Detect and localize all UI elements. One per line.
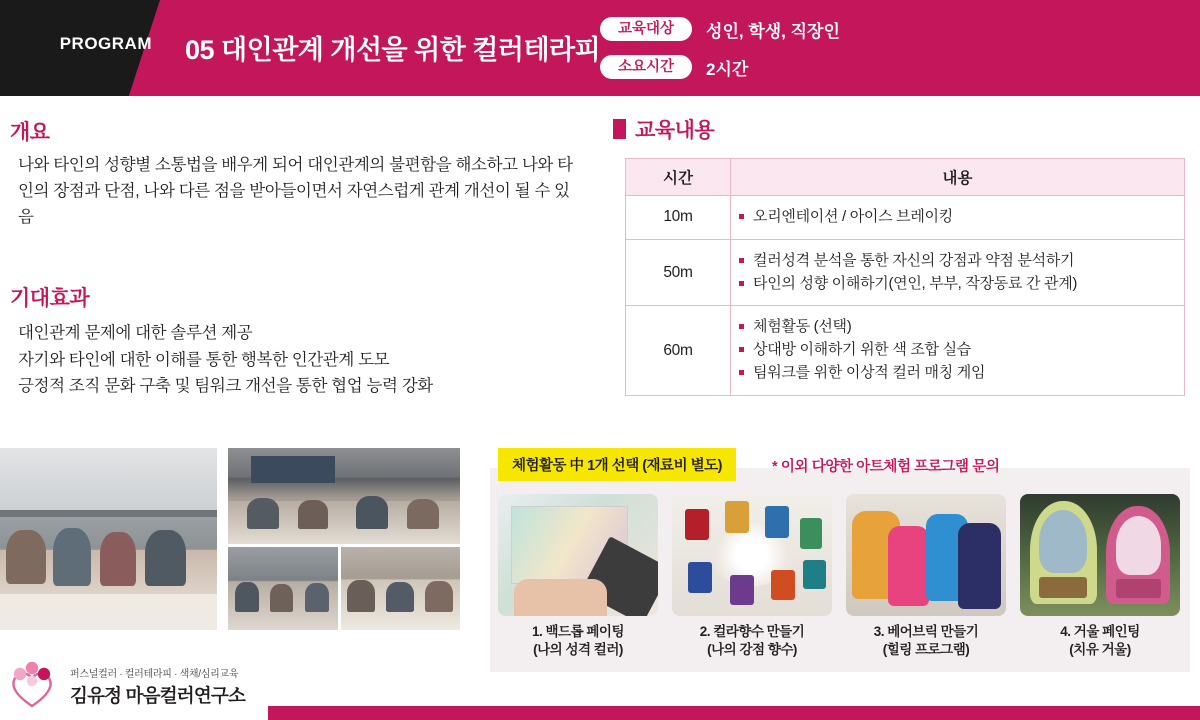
effects-body (18, 320, 588, 400)
content-item: 체험활동 (선택) (737, 316, 1178, 339)
curriculum-title: 교육내용 (635, 119, 715, 142)
curriculum-heading (613, 114, 714, 144)
meta-row-duration (600, 50, 1080, 84)
cell-time: 50m (626, 239, 731, 306)
photo-group-classroom-bottom-left (228, 547, 338, 630)
footer-logo (0, 660, 245, 712)
experience-caption-2: 2. 컬라향수 만들기 (나의 강점 향수) (699, 624, 805, 658)
experience-thumb-mirror-painting (1020, 494, 1180, 616)
effects-title: 기대효과 (10, 287, 90, 310)
table-row (626, 306, 1185, 395)
page-title: 05 대인관계 개선을 위한 컬러테라피 (185, 35, 601, 65)
overview-title: 개요 (10, 121, 50, 144)
meta-row-target (600, 12, 1080, 46)
experience-note: * 이외 다양한 아트체험 프로그램 문의 (772, 459, 1000, 475)
experience-caption-4: 4. 거울 페인팅 (치유 거울) (1060, 624, 1140, 658)
logo-subtitle: 퍼스널컬러 · 컬러테라피 · 색채/심리교육 (70, 668, 239, 680)
effects-line: 대인관계 문제에 대한 솔루션 제공 (18, 324, 253, 342)
meta-value-target: 성인, 학생, 직장인 (706, 21, 840, 41)
photo-group-classroom-bottom-right (341, 547, 460, 630)
cell-time: 60m (626, 306, 731, 395)
page-header (0, 0, 1200, 96)
footer-accent-bar (268, 706, 1200, 720)
effects-line: 자기와 타인에 대한 이해를 통한 행복한 인간관계 도모 (18, 350, 390, 369)
content-item: 컬러성격 분석을 통한 자신의 강점과 약점 분석하기 (737, 250, 1178, 273)
meta-value-duration: 2시간 (706, 59, 749, 79)
experience-item-4[interactable] (1020, 494, 1180, 659)
table-row (626, 196, 1185, 240)
experience-thumb-bearbrick (846, 494, 1006, 616)
experience-item-1[interactable] (498, 494, 658, 659)
content-item: 타인의 성향 이해하기(연인, 부부, 작장동료 간 관계) (737, 273, 1178, 296)
heart-flower-logo-icon (4, 660, 60, 712)
cell-content (731, 239, 1185, 306)
experience-caption-3: 3. 베어브릭 만들기 (힐링 프로그램) (873, 624, 979, 658)
photo-group-classroom-top (228, 448, 460, 544)
effects-line: 긍정적 조직 문화 구축 및 팀워크 개선을 통한 협업 능력 강화 (18, 377, 433, 396)
experience-caption-1: 1. 백드롭 페이팅 (나의 성격 컬러) (531, 624, 624, 658)
meta-label-target: 교육대상 (600, 17, 692, 42)
cell-content (731, 306, 1185, 395)
experience-item-3[interactable] (846, 494, 1006, 659)
experience-tag: 체험활동 中 1개 선택 (재료비 별도) (498, 448, 736, 481)
experience-thumb-color-perfume (672, 494, 832, 616)
header-meta-group (600, 12, 1080, 88)
table-header-row (626, 159, 1185, 196)
column-header-time: 시간 (626, 159, 731, 196)
logo-name: 김유정 마음컬러연구소 (70, 684, 246, 706)
content-item: 오리엔테이션 / 아이스 브레이킹 (737, 206, 1178, 229)
experience-thumb-backdrop-painting (498, 494, 658, 616)
content-item: 상대방 이해하기 위한 색 조합 실습 (737, 339, 1178, 362)
table-row (626, 239, 1185, 306)
cell-time: 10m (626, 196, 731, 240)
overview-body: 나와 타인의 성향별 소통법을 배우게 되어 대인관계의 불편함을 해소하고 나와 타인의 장점과 단점, 나와 다른 점을 받아들이면서 자연스럽게 관계 개선이 될 수 있음 (18, 156, 573, 227)
photo-group-lecture-left (0, 448, 217, 630)
column-header-content: 내용 (731, 159, 1185, 196)
experience-item-2[interactable] (672, 494, 832, 659)
program-label: PROGRAM (59, 34, 152, 53)
square-bullet-icon (613, 119, 626, 139)
curriculum-table (625, 158, 1185, 396)
content-item: 팀워크를 위한 이상적 컬러 매칭 게임 (737, 362, 1178, 385)
meta-label-duration: 소요시간 (600, 55, 692, 80)
cell-content (731, 196, 1185, 240)
